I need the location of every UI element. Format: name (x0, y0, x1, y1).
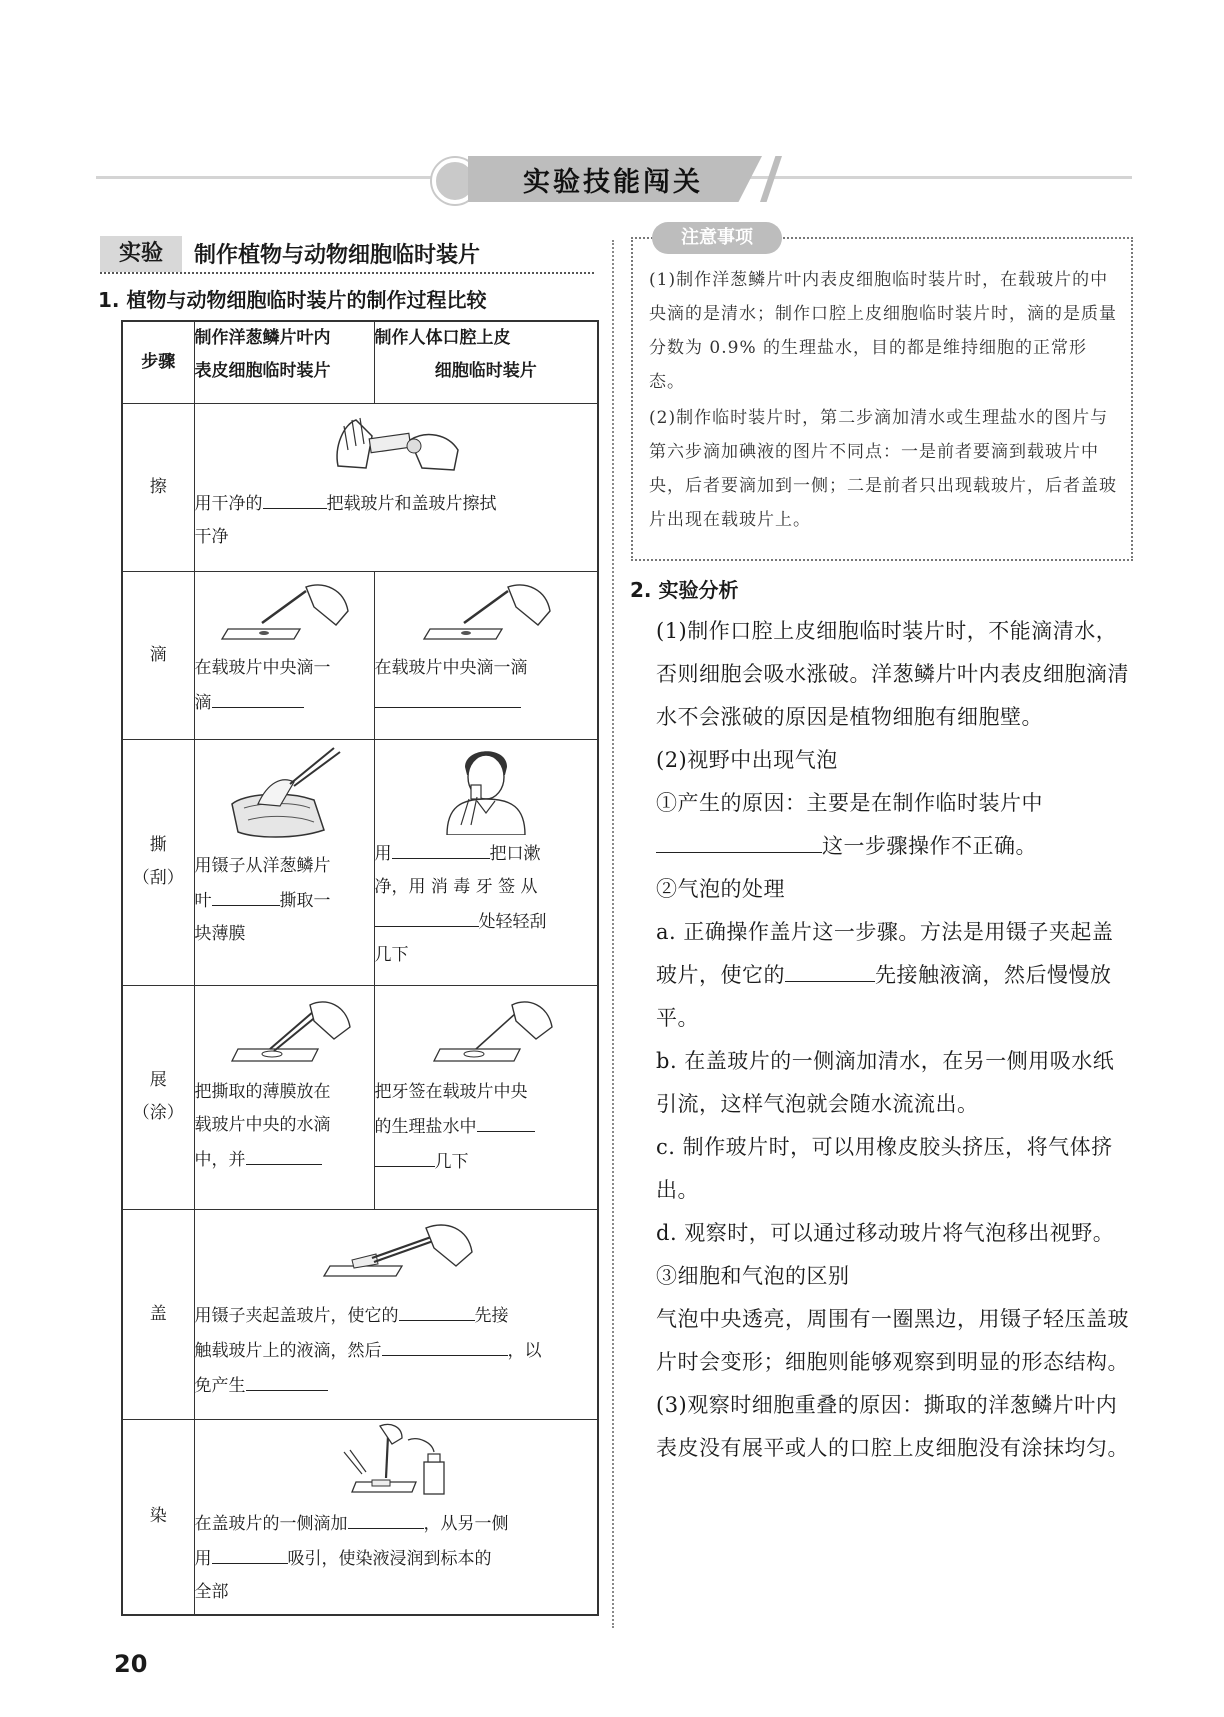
step-cover: 盖 (122, 1209, 194, 1419)
analysis-p11: (3)观察时细胞重叠的原因：撕取的洋葱鳞片叶内表皮没有展平或人的口腔上皮细胞没有涂抹均匀。 (656, 1393, 1129, 1460)
column-separator (612, 240, 614, 1628)
stain-line2b: 吸引，使染液浸润到标本的 (287, 1548, 492, 1569)
analysis-p2: (2)视野中出现气泡 (656, 748, 838, 772)
cover-line2b: ，以 (507, 1340, 542, 1361)
rinse-mouth-person-illustration (375, 740, 598, 836)
dropper-slide-illustration-2 (375, 572, 598, 652)
table-row-stain (122, 1419, 598, 1615)
cell-spread-cheek (374, 985, 598, 1209)
spread-cheek-blank2[interactable] (375, 1144, 435, 1167)
tear-cheek-line2: 净，用 消 毒 牙 签 从 (374, 876, 538, 897)
tear-onion-line1: 用镊子从洋葱鳞片 (194, 855, 331, 876)
drop-onion-line1: 在载玻片中央滴一 (194, 657, 331, 678)
cover-slip-illustration (195, 1210, 598, 1298)
table-row-cover (122, 1209, 598, 1419)
header-onion-line1: 制作洋葱鳞片叶内 (194, 328, 331, 348)
analysis-p1: (1)制作口腔上皮细胞临时装片时，不能滴清水，否则细胞会吸水涨破。洋葱鳞片叶内表皮细胞滴清水不会涨破的原因是植物细胞有细胞壁。 (656, 619, 1129, 729)
tear-cheek-line4: 几下 (374, 944, 409, 965)
spread-cheek-line2a: 的生理盐水中 (374, 1116, 477, 1137)
tear-cheek-line1b: 把口漱 (489, 843, 541, 864)
wipe-text-end: 干净 (194, 526, 229, 547)
cover-blank3[interactable] (246, 1368, 328, 1391)
analysis-p5a: a. 正确操作盖片这一步骤。方法是用镊子夹起盖玻片，使它的 (656, 920, 1114, 987)
stain-blank1[interactable] (348, 1506, 424, 1529)
step-spread (122, 985, 194, 1209)
step-tear-line1: 撕 (149, 835, 167, 855)
tear-cheek-line1a: 用 (374, 843, 392, 864)
wipe-blank[interactable] (263, 486, 327, 509)
cover-blank1[interactable] (399, 1298, 475, 1321)
cell-drop-onion (194, 571, 374, 739)
header-cheek-line2: 细胞临时装片 (434, 361, 537, 381)
analysis-p3b: 这一步骤操作不正确。 (822, 834, 1037, 858)
notice-item-2: (2)制作临时装片时，第二步滴加清水或生理盐水的图片与第六步滴加碘液的图片不同点：一是前者要滴到载玻片中央，后者要滴加到一侧；二是前者只出现载玻片，后者盖玻片出现在载玻片上。 (649, 408, 1117, 530)
spread-onion-blank[interactable] (246, 1142, 322, 1165)
analysis-p6: b. 在盖玻片的一侧滴加清水，在另一侧用吸水纸引流，这样气泡就会随水流流出。 (656, 1049, 1115, 1116)
toothpick-slide-illustration (375, 986, 598, 1076)
analysis-p9: ③细胞和气泡的区别 (656, 1264, 850, 1288)
analysis-p5b: 先接触液滴，然后慢慢放平。 (656, 963, 1112, 1030)
stain-line1a: 在盖玻片的一侧滴加 (194, 1513, 348, 1534)
spread-cheek-line3b: 几下 (434, 1151, 469, 1172)
step-tear (122, 739, 194, 985)
tear-cheek-line3b: 处轻轻刮 (478, 911, 547, 932)
spread-onion-line2: 载玻片中央的水滴 (194, 1114, 331, 1135)
analysis-p10: 气泡中央透亮，周围有一圈黑边，用镊子轻压盖玻片时会变形；细胞则能够观察到明显的形态结构。 (656, 1307, 1129, 1374)
cell-cover (194, 1209, 598, 1419)
tear-onion-line3: 块薄膜 (194, 923, 246, 944)
table-row-spread (122, 985, 598, 1209)
spread-cheek-line1: 把牙签在载玻片中央 (374, 1081, 528, 1102)
stain-blank2[interactable] (212, 1541, 288, 1564)
drop-cheek-line1: 在载玻片中央滴一滴 (374, 657, 528, 678)
drop-onion-line2: 滴 (194, 692, 212, 713)
onion-peel-illustration (195, 740, 374, 850)
cover-line1a: 用镊子夹起盖玻片，使它的 (194, 1305, 399, 1326)
wipe-hands-illustration (195, 404, 598, 486)
header-cheek-line1: 制作人体口腔上皮 (374, 328, 511, 348)
cover-line1b: 先接 (474, 1305, 509, 1326)
step-spread-line1: 展 (149, 1070, 167, 1090)
header-onion (194, 321, 374, 403)
analysis-p7: c. 制作玻片时，可以用橡皮胶头挤压，将气体挤出。 (656, 1135, 1113, 1202)
table-row-drop (122, 571, 598, 739)
page-number: 20 (114, 1650, 148, 1678)
stain-line2a: 用 (194, 1548, 212, 1569)
header-step: 步骤 (122, 321, 194, 403)
tear-onion-blank[interactable] (212, 883, 280, 906)
notice-label: 注意事项 (652, 222, 782, 254)
spread-onion-line3a: 中，并 (194, 1149, 246, 1170)
wipe-text-before: 用干净的 (194, 493, 263, 514)
analysis-body (656, 610, 1132, 1470)
stain-line1b: ，从另一侧 (423, 1513, 509, 1534)
cell-tear-cheek (374, 739, 598, 985)
tear-cheek-blank2[interactable] (375, 904, 479, 927)
spread-onion-line1: 把撕取的薄膜放在 (194, 1081, 331, 1102)
table-row-wipe (122, 403, 598, 571)
analysis-p3a: ①产生的原因：主要是在制作临时装片中 (656, 791, 1043, 815)
analysis-blank1[interactable] (656, 826, 822, 853)
section1-title: 1. 植物与动物细胞临时装片的制作过程比较 (98, 288, 487, 312)
table-row-tear (122, 739, 598, 985)
header-onion-line2: 表皮细胞临时装片 (194, 361, 331, 381)
cover-line2a: 触载玻片上的液滴，然后 (194, 1340, 382, 1361)
dropper-slide-illustration (195, 572, 374, 652)
header-slash-ornament (760, 156, 782, 202)
section2-title: 2. 实验分析 (630, 578, 739, 602)
drop-onion-blank[interactable] (212, 685, 304, 708)
header-cheek (374, 321, 598, 403)
cover-line3a: 免产生 (194, 1375, 246, 1396)
stain-dropper-bottle-illustration (195, 1420, 598, 1506)
analysis-p8: d. 观察时，可以通过移动玻片将气泡移出视野。 (656, 1221, 1115, 1245)
cell-tear-onion (194, 739, 374, 985)
stain-line3: 全部 (194, 1581, 229, 1602)
cell-spread-onion (194, 985, 374, 1209)
analysis-p5 (656, 911, 1132, 1040)
cell-wipe (194, 403, 598, 571)
step-stain: 染 (122, 1419, 194, 1615)
cell-stain (194, 1419, 598, 1615)
analysis-p3 (656, 782, 1132, 868)
tweezers-slide-illustration (195, 986, 374, 1076)
drop-cheek-blank[interactable] (375, 685, 521, 708)
cover-blank2[interactable] (382, 1333, 508, 1356)
tear-onion-line2a: 叶 (194, 890, 212, 911)
tear-cheek-blank1[interactable] (392, 836, 490, 859)
experiment-tag: 实验 (100, 236, 182, 272)
wipe-text-after: 把载玻片和盖玻片擦拭 (326, 493, 497, 514)
step-drop: 滴 (122, 571, 194, 739)
spread-cheek-blank[interactable] (477, 1109, 535, 1132)
analysis-blank2[interactable] (785, 955, 875, 982)
notice-box (631, 237, 1133, 561)
table-header-row (122, 321, 598, 403)
experiment-dotted-rule (100, 272, 594, 274)
tear-onion-line2b: 撕取一 (279, 890, 331, 911)
experiment-title: 制作植物与动物细胞临时装片 (194, 243, 481, 268)
section-title: 实验技能闯关 (523, 167, 703, 198)
step-spread-line2: （涂） (132, 1103, 184, 1123)
analysis-p4: ②气泡的处理 (656, 877, 785, 901)
step-tear-line2: （刮） (132, 868, 184, 888)
step-wipe: 擦 (122, 403, 194, 571)
notice-item-1: (1)制作洋葱鳞片叶内表皮细胞临时装片时，在载玻片的中央滴的是清水；制作口腔上皮细胞临时装片时，滴的是质量分数为 0.9% 的生理盐水，目的都是维持细胞的正常形态。 (649, 270, 1117, 392)
comparison-table (121, 320, 599, 1616)
cell-drop-cheek (374, 571, 598, 739)
